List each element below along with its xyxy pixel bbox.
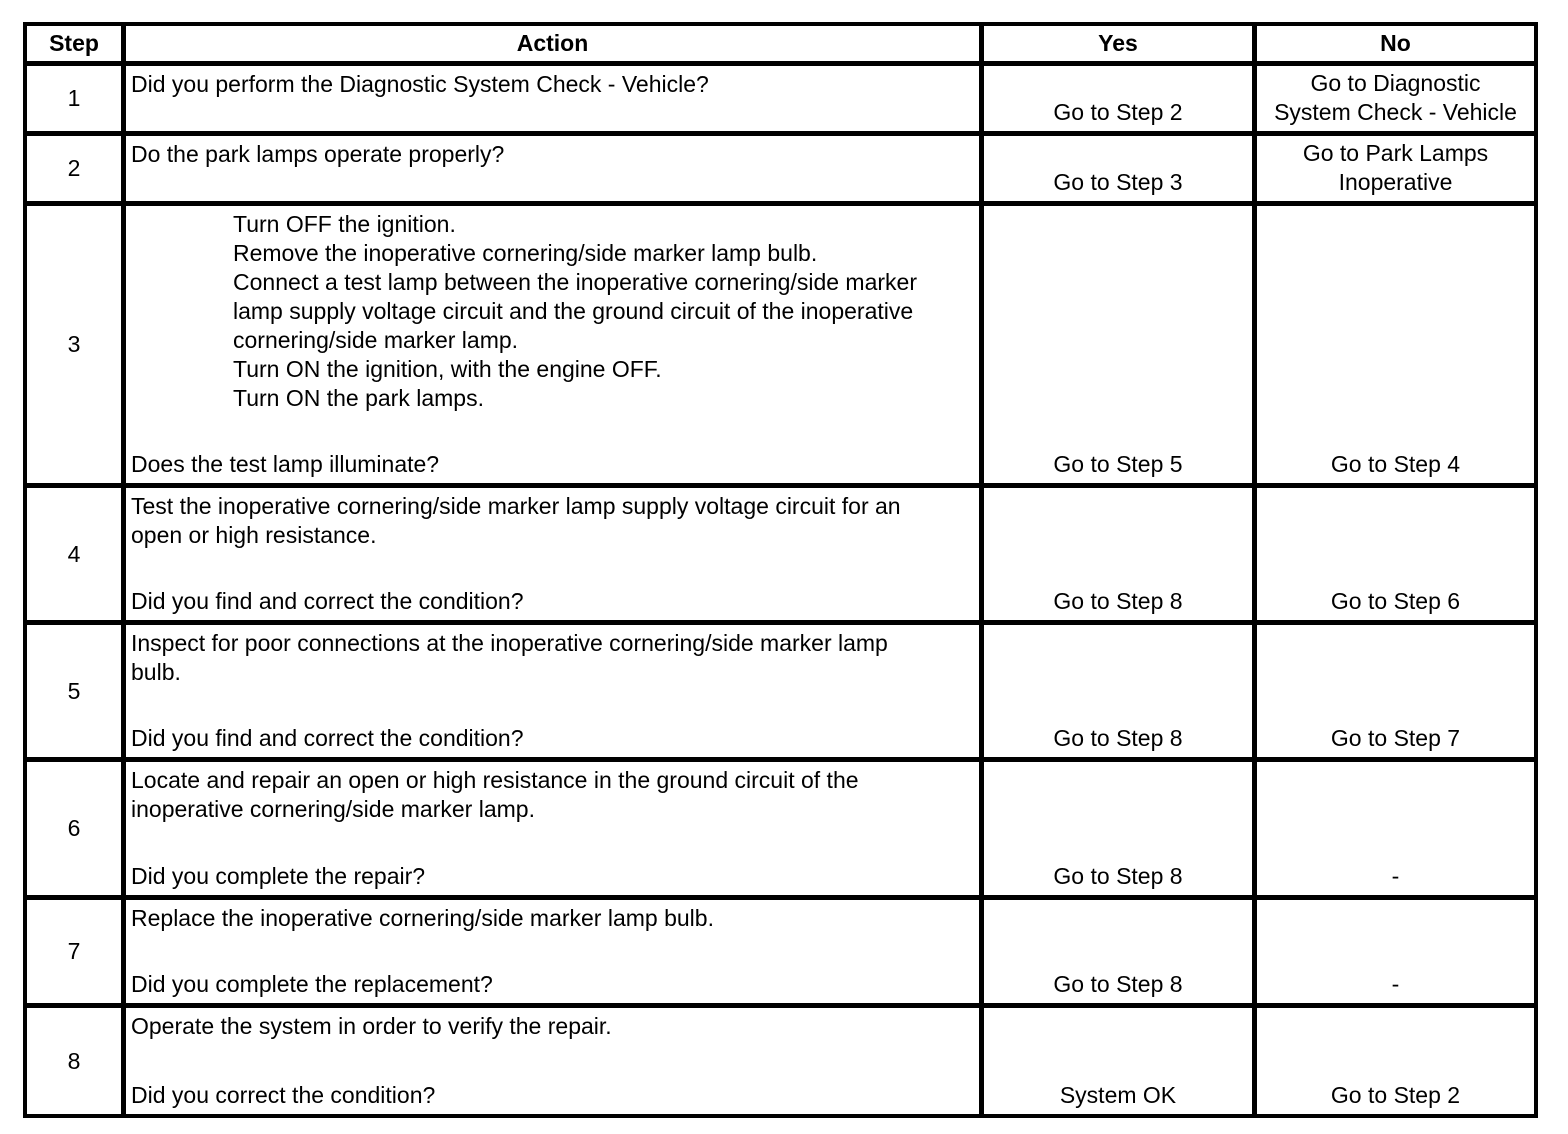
step-number-cell: [23, 1004, 125, 1118]
action-line: Remove the inoperative cornering/side marker lamp bulb.: [233, 240, 818, 266]
action-text: [131, 492, 973, 550]
step-number-cell: [23, 758, 125, 899]
action-text: [131, 140, 973, 169]
yes-result: Go to Step 8: [1053, 971, 1183, 997]
action-question: Did you complete the replacement?: [131, 971, 493, 997]
step-number-cell: [23, 202, 125, 487]
no-result: Go to Step 6: [1330, 588, 1461, 614]
step-number-cell: [23, 621, 125, 761]
yes-result: Go to Step 5: [1053, 451, 1183, 477]
yes-result: Go to Step 8: [1053, 588, 1183, 614]
no-cell: [1253, 621, 1538, 761]
header-action: Action: [122, 22, 983, 65]
action-line: bulb.: [131, 659, 181, 685]
no-result: System Check - Vehicle: [1274, 99, 1517, 125]
action-question: Did you correct the condition?: [131, 1082, 436, 1108]
action-line: Turn OFF the ignition.: [233, 211, 456, 237]
no-result: Go to Park Lamps: [1302, 140, 1489, 166]
action-cell: [122, 484, 983, 624]
action-line: Replace the inoperative cornering/side marker lamp bulb.: [131, 905, 714, 931]
yes-result: System OK: [1059, 1082, 1177, 1108]
no-result: -: [1391, 971, 1400, 997]
action-cell: [122, 621, 983, 761]
yes-cell: [980, 1004, 1256, 1118]
no-result: Go to Step 7: [1330, 725, 1461, 751]
step-number-cell: [23, 484, 125, 624]
no-cell: [1253, 62, 1538, 135]
action-text: [131, 1012, 973, 1041]
step-number: 8: [67, 1047, 81, 1074]
action-line: Did you perform the Diagnostic System Check - Vehicle?: [131, 71, 709, 97]
action-cell: [122, 202, 983, 487]
no-cell: [1253, 132, 1538, 205]
action-text: [131, 629, 973, 687]
yes-cell: [980, 132, 1256, 205]
yes-cell: [980, 484, 1256, 624]
action-line: cornering/side marker lamp.: [233, 327, 519, 353]
no-result: Go to Diagnostic: [1310, 70, 1481, 96]
yes-result: Go to Step 2: [1053, 99, 1183, 125]
action-text: [131, 70, 973, 99]
header-yes: Yes: [980, 22, 1256, 65]
action-line: inoperative cornering/side marker lamp.: [131, 796, 535, 822]
step-number-cell: [23, 896, 125, 1007]
action-line: open or high resistance.: [131, 522, 377, 548]
no-result: Inoperative: [1338, 169, 1453, 195]
action-question: Did you complete the repair?: [131, 863, 426, 889]
yes-result: Go to Step 3: [1053, 169, 1183, 195]
step-number: 5: [67, 677, 81, 704]
step-number: 6: [67, 815, 81, 841]
action-text: [233, 210, 973, 413]
no-cell: [1253, 202, 1538, 487]
action-line: Turn ON the ignition, with the engine OFF.: [233, 356, 662, 382]
action-line: Inspect for poor connections at the inoperative cornering/side marker lamp: [131, 630, 888, 656]
action-question: Did you find and correct the condition?: [131, 588, 524, 614]
action-line: Operate the system in order to verify the repair.: [131, 1013, 612, 1039]
step-number: 2: [67, 155, 81, 181]
step-number-cell: [23, 132, 125, 205]
action-cell: [122, 62, 983, 135]
step-number: 7: [67, 938, 81, 964]
no-result: Go to Step 2: [1330, 1082, 1461, 1108]
action-line: Locate and repair an open or high resistance in the ground circuit of the: [131, 767, 859, 793]
no-cell: [1253, 1004, 1538, 1118]
step-number: 3: [67, 331, 81, 357]
yes-cell: [980, 62, 1256, 135]
no-result: Go to Step 4: [1330, 451, 1461, 477]
action-cell: [122, 132, 983, 205]
action-cell: [122, 758, 983, 899]
action-line: Connect a test lamp between the inoperative cornering/side marker: [233, 269, 917, 295]
no-result: -: [1391, 863, 1400, 889]
no-cell: [1253, 758, 1538, 899]
step-number-cell: [23, 62, 125, 135]
yes-cell: [980, 896, 1256, 1007]
step-number: 4: [67, 540, 81, 567]
action-cell: [122, 1004, 983, 1118]
yes-result: Go to Step 8: [1053, 863, 1183, 889]
action-line: Do the park lamps operate properly?: [131, 141, 505, 167]
yes-result: Go to Step 8: [1053, 725, 1183, 751]
action-question: Does the test lamp illuminate?: [131, 451, 440, 477]
header-step: Step: [23, 22, 125, 65]
yes-cell: [980, 202, 1256, 487]
action-text: [131, 904, 973, 933]
no-cell: [1253, 896, 1538, 1007]
yes-cell: [980, 621, 1256, 761]
header-no: No: [1253, 22, 1538, 65]
step-number: 1: [67, 85, 81, 111]
action-line: Turn ON the park lamps.: [233, 385, 484, 411]
action-question: Did you find and correct the condition?: [131, 725, 524, 751]
action-line: lamp supply voltage circuit and the ground circuit of the inoperative: [233, 298, 914, 324]
action-cell: [122, 896, 983, 1007]
action-line: Test the inoperative cornering/side marker lamp supply voltage circuit for an: [131, 493, 901, 519]
yes-cell: [980, 758, 1256, 899]
action-text: [131, 766, 973, 824]
no-cell: [1253, 484, 1538, 624]
